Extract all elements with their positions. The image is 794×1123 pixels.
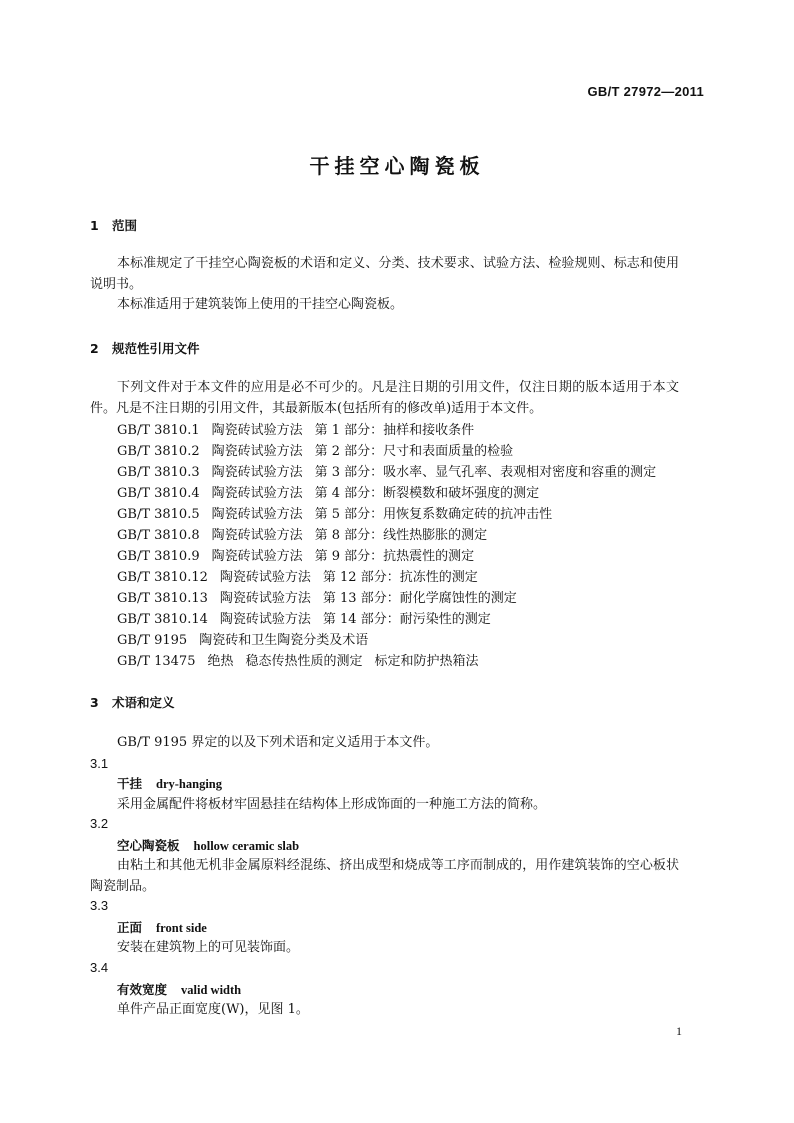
term-zh: 有效宽度 [117,982,168,997]
section-title: 范围 [112,218,138,233]
ref-code: GB/T 3810.1 [117,423,200,438]
ref-extra: 标定和防护热箱法 [374,654,479,669]
term-number: 3.4 [90,960,109,975]
section-1-heading [90,216,137,234]
scope-applicability: 本标准适用于建筑装饰上使用的干挂空心陶瓷板。 [117,297,404,312]
ref-code: GB/T 13475 [117,654,196,669]
reference-item [117,503,552,522]
ref-title: 陶瓷砖试验方法 [211,528,303,543]
term-zh: 干挂 [117,776,143,791]
section-number: 2 [90,341,99,356]
reference-item [117,419,474,438]
reference-item [117,524,487,543]
section-2-heading [90,339,200,357]
term-zh: 空心陶瓷板 [117,838,180,853]
ref-title: 陶瓷砖试验方法 [211,423,303,438]
page-number: 1 [676,1024,682,1038]
term-definition: 安装在建筑物上的可见装饰面。 [117,940,300,955]
ref-code: GB/T 9195 [117,633,188,648]
term-name [117,774,222,792]
term-definition: 由粘土和其他无机非金属原料经混练、挤出成型和烧成等工序而制成的，用作建筑装饰的空心板状陶瓷制品。 [90,858,679,894]
reference-item [117,650,479,669]
ref-part: 第 12 部分：抗冻性的测定 [322,570,478,585]
ref-part: 第 4 部分：断裂模数和破坏强度的测定 [314,486,540,501]
section-number: 1 [90,218,99,233]
ref-title: 陶瓷砖试验方法 [211,465,303,480]
ref-part: 第 1 部分：抽样和接收条件 [314,423,475,438]
ref-part: 第 8 部分：线性热膨胀的测定 [314,528,488,543]
term-name [117,918,207,936]
term-en: valid width [181,983,242,997]
ref-part: 第 14 部分：耐污染性的测定 [322,612,491,627]
ref-part: 第 5 部分：用恢复系数确定砖的抗冲击性 [314,507,553,522]
ref-title: 陶瓷砖试验方法 [211,444,303,459]
ref-code: GB/T 3810.8 [117,528,200,543]
document-title: 干挂空心陶瓷板 [309,154,485,178]
term-en: front side [156,921,207,935]
ref-part: 第 3 部分：吸水率、显气孔率、表观相对密度和容重的测定 [314,465,657,480]
reference-item [117,545,474,564]
reference-item [117,440,513,459]
term-name [117,980,241,998]
term-zh: 正面 [117,920,143,935]
ref-title: 绝热 [207,654,234,669]
reference-item [117,461,656,480]
term-definition: 采用金属配件将板材牢固悬挂在结构体上形成饰面的一种施工方法的简称。 [117,797,547,812]
ref-part: 稳态传热性质的测定 [245,654,363,669]
scope-paragraph: 本标准规定了干挂空心陶瓷板的术语和定义、分类、技术要求、试验方法、检验规则、标志和使用说明书。 [90,256,679,292]
term-number: 3.2 [90,816,109,831]
ref-code: GB/T 3810.5 [117,507,200,522]
reference-item [117,629,368,648]
ref-code: GB/T 3810.13 [117,591,208,606]
ref-title: 陶瓷砖试验方法 [219,570,311,585]
ref-part: 第 13 部分：耐化学腐蚀性的测定 [322,591,517,606]
term-number: 3.1 [90,756,109,771]
ref-title: 陶瓷砖试验方法 [219,612,311,627]
ref-part: 第 2 部分：尺寸和表面质量的检验 [314,444,514,459]
ref-code: GB/T 3810.4 [117,486,200,501]
ref-code: GB/T 3810.9 [117,549,200,564]
section-title: 术语和定义 [112,695,175,710]
term-name [117,836,299,854]
terms-intro: GB/T 9195 界定的以及下列术语和定义适用于本文件。 [117,735,439,750]
reference-item [117,566,478,585]
reference-item [117,482,539,501]
reference-item [117,608,491,627]
ref-title: 陶瓷砖和卫生陶瓷分类及术语 [199,633,369,648]
term-en: hollow ceramic slab [193,839,300,853]
section-3-heading [90,693,175,711]
term-definition: 单件产品正面宽度(W)，见图 1。 [117,1002,309,1017]
references-intro: 下列文件对于本文件的应用是必不可少的。凡是注日期的引用文件，仅注日期的版本适用于本文件。凡是不注日期的引用文件，其最新版本(包括所有的修改单)适用于本文件。 [90,380,679,416]
ref-code: GB/T 3810.14 [117,612,208,627]
reference-item [117,587,517,606]
ref-code: GB/T 3810.3 [117,465,200,480]
ref-title: 陶瓷砖试验方法 [219,591,311,606]
ref-code: GB/T 3810.2 [117,444,200,459]
ref-title: 陶瓷砖试验方法 [211,507,303,522]
section-number: 3 [90,695,99,710]
standard-code: GB/T 27972—2011 [587,84,704,99]
term-en: dry-hanging [156,777,223,791]
section-title: 规范性引用文件 [112,341,200,356]
ref-title: 陶瓷砖试验方法 [211,486,303,501]
term-number: 3.3 [90,898,109,913]
ref-code: GB/T 3810.12 [117,570,208,585]
ref-part: 第 9 部分：抗热震性的测定 [314,549,475,564]
ref-title: 陶瓷砖试验方法 [211,549,303,564]
